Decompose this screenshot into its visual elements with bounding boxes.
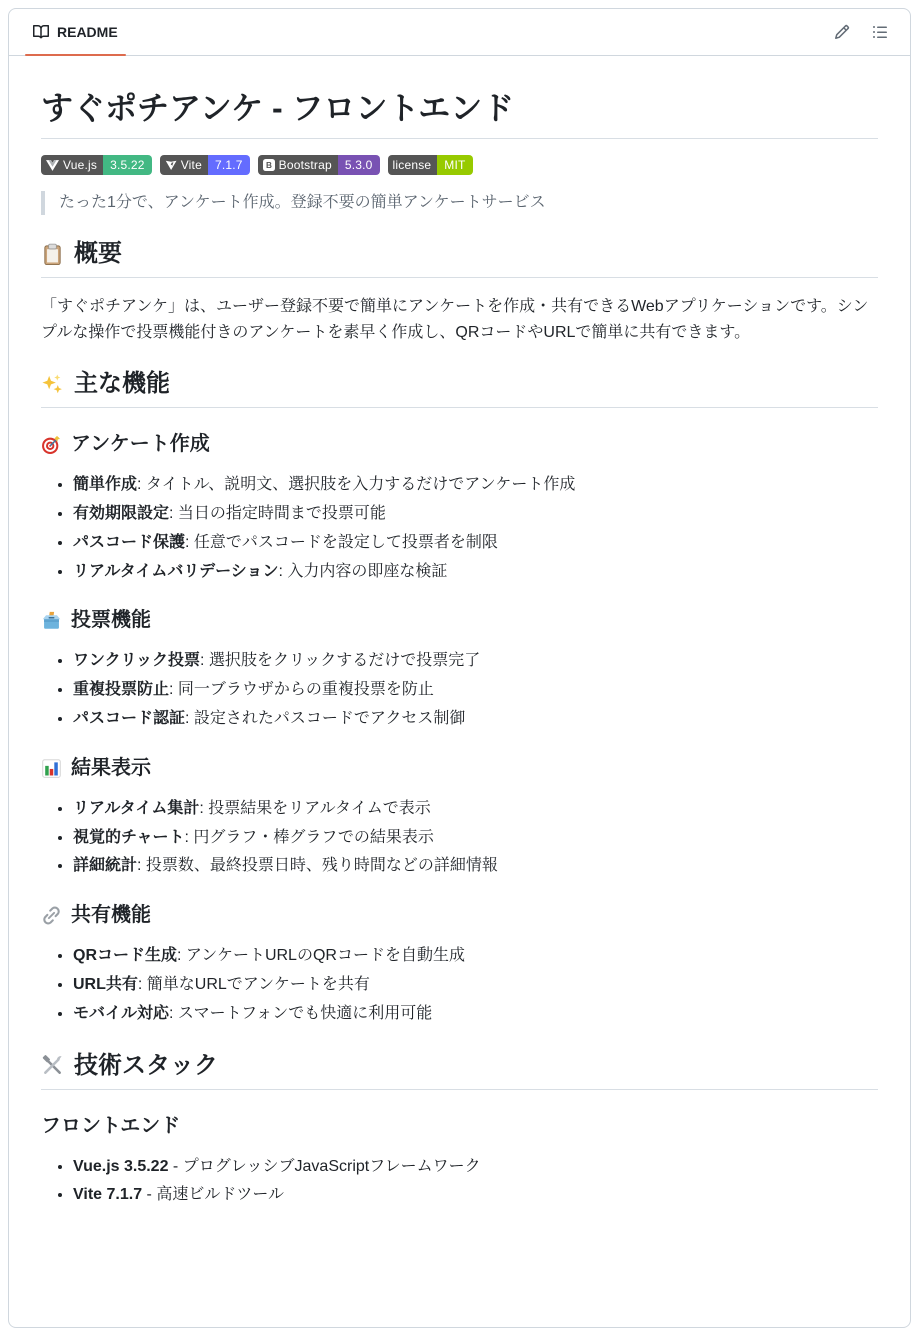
list-item: • 有効期限設定: 当日の指定時間まで投票可能 xyxy=(73,502,878,527)
feature-heading-vote: 投票機能 xyxy=(41,608,878,633)
list-item: • URL共有: 簡単なURLでアンケートを共有 xyxy=(73,973,878,998)
badge-label: Vue.js xyxy=(63,158,98,172)
badge-license xyxy=(388,155,473,175)
vue-logo-icon xyxy=(46,160,59,171)
badge-label: license xyxy=(392,158,432,172)
list-item: • QRコード生成: アンケートURLのQRコードを自動生成 xyxy=(73,944,878,969)
list-unordered-icon xyxy=(872,24,888,40)
list-item: • パスコード認証: 設定されたパスコードでアクセス制御 xyxy=(73,707,878,732)
badge-vuejs xyxy=(41,155,152,175)
feature-list-share xyxy=(41,944,878,1026)
list-item: • Vue.js 3.5.22 - プログレッシブJavaScriptフレームワーク xyxy=(73,1155,878,1180)
hammer-wrench-icon xyxy=(41,1054,64,1077)
tab-readme[interactable] xyxy=(25,9,126,55)
readme-content xyxy=(9,56,910,1256)
badge-value: 3.5.22 xyxy=(103,155,152,175)
feature-heading-results: 結果表示 xyxy=(41,756,878,781)
edit-readme-button[interactable] xyxy=(828,18,856,46)
list-item: • Vite 7.1.7 - 高速ビルドツール xyxy=(73,1183,878,1208)
page-title: すぐポチアンケ - フロントエンド xyxy=(41,88,878,139)
list-item: • リアルタイムバリデーション: 入力内容の即座な検証 xyxy=(73,560,878,585)
badge-label: Vite xyxy=(180,158,202,172)
list-item: • 簡単作成: タイトル、説明文、選択肢を入力するだけでアンケート作成 xyxy=(73,473,878,498)
bootstrap-logo-icon xyxy=(263,159,275,171)
list-item: • 視覚的チャート: 円グラフ・棒グラフでの結果表示 xyxy=(73,826,878,851)
section-heading-tech-stack: 技術スタック xyxy=(41,1051,878,1090)
section-heading-features: 主な機能 xyxy=(41,369,878,408)
tab-readme-label: README xyxy=(57,24,118,40)
tech-list-frontend xyxy=(41,1155,878,1209)
feature-heading-share: 共有機能 xyxy=(41,903,878,928)
ballot-box-icon xyxy=(41,610,62,631)
badge-bootstrap xyxy=(258,155,380,175)
svg-text:B: B xyxy=(265,161,272,171)
badge-label: Bootstrap xyxy=(278,158,332,172)
overview-paragraph: 「すぐポチアンケ」は、ユーザー登録不要で簡単にアンケートを作成・共有できるWebアプリケーションです。シンプルな操作で投票機能付きのアンケートを素早く作成し、QRコードやURLで簡単に共有できます。 xyxy=(41,298,869,341)
tech-subheading-frontend: フロントエンド xyxy=(41,1114,181,1137)
feature-list-create xyxy=(41,473,878,584)
vite-logo-icon xyxy=(165,159,177,171)
list-item: • ワンクリック投票: 選択肢をクリックするだけで投票完了 xyxy=(73,649,878,674)
badge-value: 7.1.7 xyxy=(208,155,250,175)
readme-card xyxy=(8,8,911,1328)
book-icon xyxy=(33,24,49,40)
list-item: • 重複投票防止: 同一ブラウザからの重複投票を防止 xyxy=(73,678,878,703)
outline-button[interactable] xyxy=(866,18,894,46)
section-heading-overview: 概要 xyxy=(41,239,878,278)
badge-value: 5.3.0 xyxy=(338,155,380,175)
clipboard-icon xyxy=(41,243,64,266)
readme-tabbar xyxy=(9,9,910,56)
feature-heading-create: アンケート作成 xyxy=(41,432,878,457)
badge-value: MIT xyxy=(437,155,472,175)
list-item: • モバイル対応: スマートフォンでも快適に利用可能 xyxy=(73,1002,878,1027)
dart-icon xyxy=(41,434,62,455)
badge-vite xyxy=(160,155,250,175)
bar-chart-icon xyxy=(41,758,62,779)
active-tab-underline xyxy=(25,54,126,56)
sparkles-icon xyxy=(41,373,64,396)
feature-list-results xyxy=(41,797,878,879)
link-icon xyxy=(41,905,62,926)
tagline-quote: たった1分で、アンケート作成。登録不要の簡単アンケートサービス xyxy=(41,191,878,215)
badge-row xyxy=(41,155,878,175)
list-item: • パスコード保護: 任意でパスコードを設定して投票者を制限 xyxy=(73,531,878,556)
pencil-icon xyxy=(834,24,850,40)
feature-list-vote xyxy=(41,649,878,731)
list-item: • 詳細統計: 投票数、最終投票日時、残り時間などの詳細情報 xyxy=(73,854,878,879)
list-item: • リアルタイム集計: 投票結果をリアルタイムで表示 xyxy=(73,797,878,822)
